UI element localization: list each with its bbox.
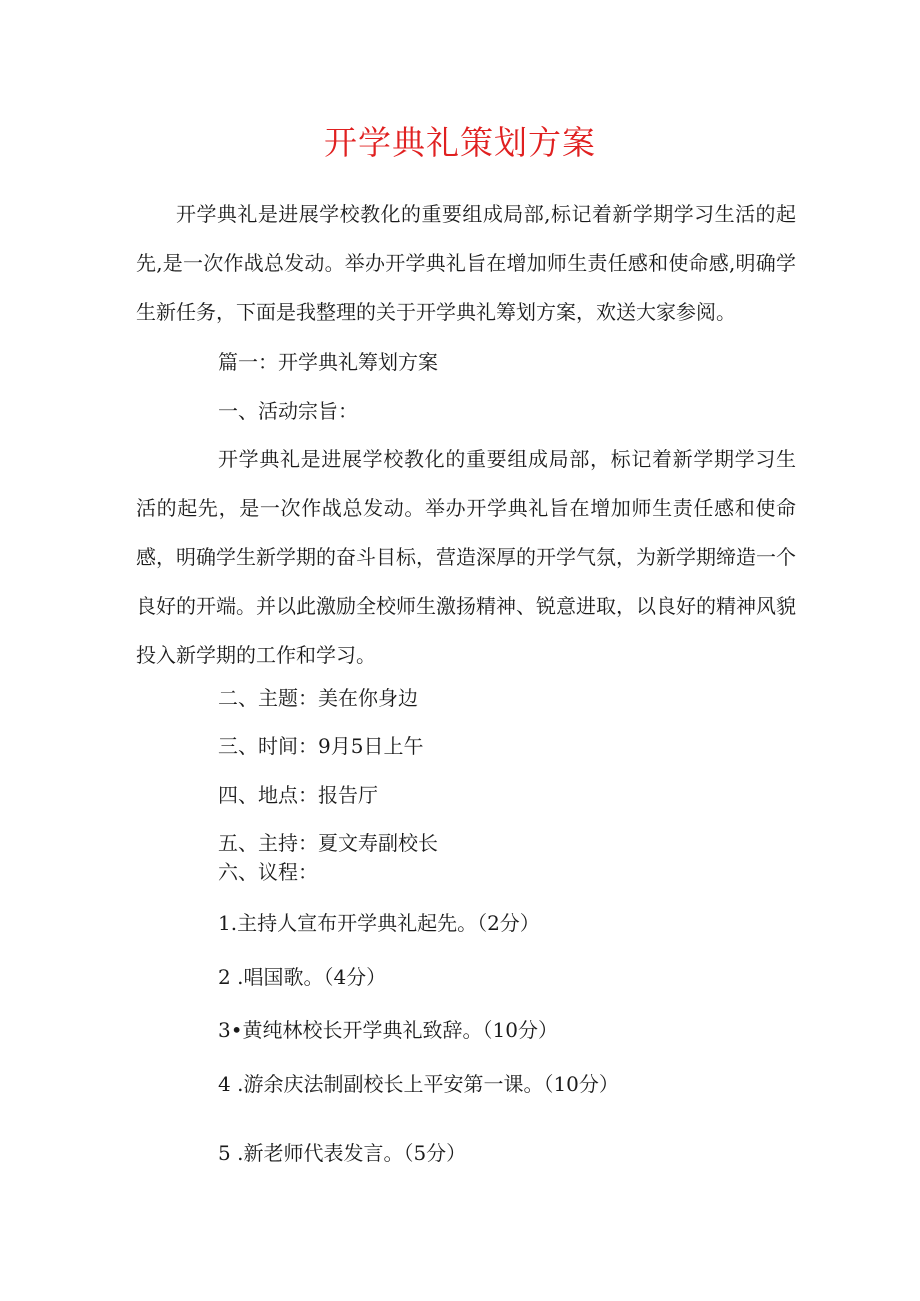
purpose-paragraph: 开学典礼是进展学校教化的重要组成局部，标记着新学期学习生活的起先，是一次作战总发动。举办开学典礼旨在增加师生责任感和使命感，明确学生新学期的奋斗目标，营造深厚的开学气氛，为新学期缔造一个良好的开端。并以此激励全校师生激扬精神、锐意进取，以良好的精神风貌投入新学期的工作和学习。 <box>136 447 796 667</box>
place-line: 四、地点：报告厅 <box>218 783 378 807</box>
chapter-heading: 篇一：开学典礼筹划方案 <box>218 350 438 374</box>
theme-line: 二、主题：美在你身边 <box>218 686 418 710</box>
intro-paragraph: 开学典礼是进展学校教化的重要组成局部,标记着新学期学习生活的起先,是一次作战总发动。举办开学典礼旨在增加师生责任感和使命感,明确学生新任务，下面是我整理的关于开学典礼筹划方案，欢送大家参阅。 <box>136 202 796 324</box>
agenda-item: 2 .唱国歌。（4分） <box>218 965 387 989</box>
agenda-item: 3•黄纯林校长开学典礼致辞。（10分） <box>218 1018 558 1042</box>
agenda-item: 5 .新老师代表发言。（5分） <box>218 1141 467 1165</box>
agenda-heading: 六、议程： <box>218 860 318 884</box>
document-title: 开学典礼策划方案 <box>324 123 596 162</box>
agenda-item: 4 .游余庆法制副校长上平安第一课。（10分） <box>218 1072 619 1096</box>
time-line: 三、时间：9月5日上午 <box>218 734 424 758</box>
host-line: 五、主持：夏文寿副校长 <box>218 831 438 855</box>
agenda-item: 1.主持人宣布开学典礼起先。（2分） <box>218 911 540 935</box>
section-heading-purpose: 一、活动宗旨： <box>218 399 358 423</box>
